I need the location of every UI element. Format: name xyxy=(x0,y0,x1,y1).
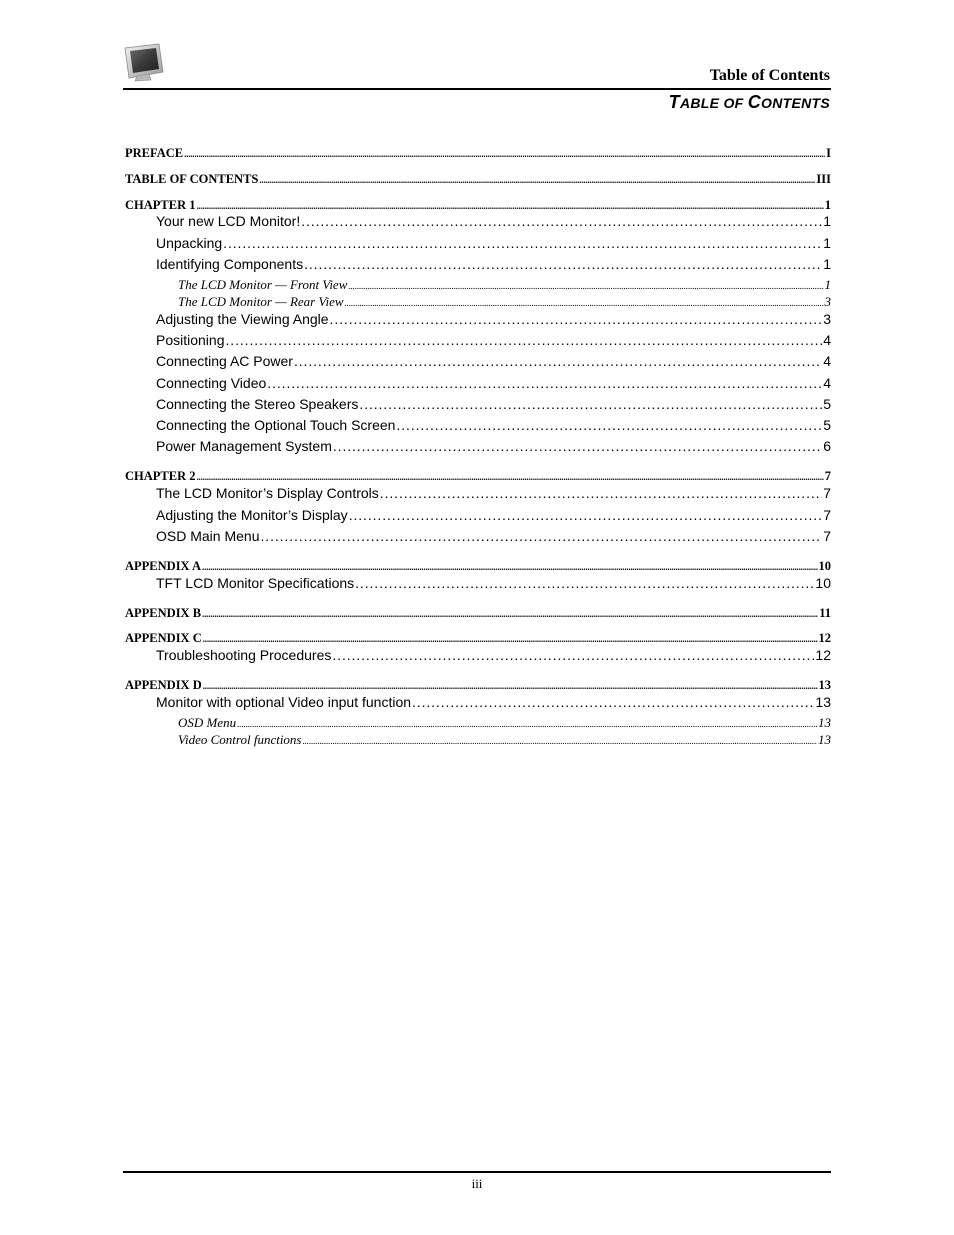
toc-entry-page: 4 xyxy=(823,332,831,348)
toc-entry-page: 1 xyxy=(824,277,831,292)
toc-leader xyxy=(184,146,825,161)
toc-entry-identifying-components[interactable] xyxy=(125,256,831,272)
toc-entry-video-input-function[interactable] xyxy=(125,694,831,710)
toc-leader xyxy=(396,417,822,433)
toc-entry-page: 3 xyxy=(824,294,831,309)
toc-entry-your-new-lcd-monitor[interactable] xyxy=(125,213,831,229)
toc-entry-page: 1 xyxy=(824,198,831,212)
toc-entry-label: Positioning xyxy=(156,332,225,348)
header-rule xyxy=(123,88,831,90)
toc-leader xyxy=(203,678,818,693)
running-header-title: Table of Contents xyxy=(709,67,830,84)
toc-entry-table-of-contents[interactable] xyxy=(125,172,831,187)
toc-entry-stereo-speakers[interactable] xyxy=(125,396,831,412)
toc-entry-page: 1 xyxy=(823,213,831,229)
toc-leader xyxy=(333,438,822,454)
toc-entry-label: Identifying Components xyxy=(156,256,304,272)
toc-leader xyxy=(267,375,822,391)
toc-entry-page: 4 xyxy=(823,353,831,369)
toc-entry-label: Troubleshooting Procedures xyxy=(156,647,332,663)
toc-entry-page: 13 xyxy=(818,732,831,747)
toc-entry-page: 3 xyxy=(823,311,831,327)
toc-leader xyxy=(332,647,814,663)
toc-entry-page: I xyxy=(826,146,831,160)
page-title xyxy=(669,92,830,113)
page-title-rest-2: ONTENTS xyxy=(761,95,830,111)
toc-entry-page: 13 xyxy=(818,678,831,692)
toc-entry-page: 12 xyxy=(815,647,831,663)
toc-entry-label: APPENDIX A xyxy=(125,559,202,573)
toc-leader xyxy=(355,575,814,591)
toc-entry-label: The LCD Monitor — Front View xyxy=(178,277,348,292)
toc-leader xyxy=(259,172,815,187)
toc-entry-page: 13 xyxy=(818,715,831,730)
toc-entry-page: 4 xyxy=(823,375,831,391)
toc-leader xyxy=(349,507,823,523)
toc-leader xyxy=(260,528,822,544)
toc-entry-power-management[interactable] xyxy=(125,438,831,454)
toc-entry-page: 11 xyxy=(819,606,831,620)
toc-entry-label: APPENDIX C xyxy=(125,631,202,645)
toc-entry-display-controls[interactable] xyxy=(125,485,831,501)
toc-entry-page: 6 xyxy=(823,438,831,454)
toc-entry-touch-screen[interactable] xyxy=(125,417,831,433)
toc-leader xyxy=(223,235,822,251)
toc-entry-label: TFT LCD Monitor Specifications xyxy=(156,575,355,591)
page-title-cap-c: C xyxy=(747,92,761,112)
toc-leader xyxy=(412,694,814,710)
toc-entry-page: 7 xyxy=(823,528,831,544)
toc-entry-label: Monitor with optional Video input function xyxy=(156,694,412,710)
footer-rule xyxy=(123,1171,831,1173)
toc-entry-page: 7 xyxy=(823,507,831,523)
toc-entry-label: PREFACE xyxy=(125,146,184,160)
toc-entry-label: APPENDIX B xyxy=(125,606,202,620)
toc-entry-page: 10 xyxy=(815,575,831,591)
toc-entry-page: 5 xyxy=(823,417,831,433)
toc-entry-page: 1 xyxy=(823,235,831,251)
toc-entry-appendix-d[interactable] xyxy=(125,678,831,693)
toc-entry-label: Your new LCD Monitor! xyxy=(156,213,301,229)
toc-leader xyxy=(197,198,824,213)
toc-entry-appendix-a[interactable] xyxy=(125,559,831,574)
toc-entry-label: Adjusting the Viewing Angle xyxy=(156,311,329,327)
toc-leader xyxy=(345,294,824,310)
toc-entry-page: 7 xyxy=(824,469,831,483)
toc-leader xyxy=(237,715,817,731)
toc-entry-label: CHAPTER 1 xyxy=(125,198,196,212)
toc-entry-label: Unpacking xyxy=(156,235,223,251)
toc-entry-label: CHAPTER 2 xyxy=(125,469,196,483)
toc-leader xyxy=(202,606,818,621)
toc-leader xyxy=(380,485,822,501)
page-title-cap-t: T xyxy=(668,92,680,112)
toc-entry-front-view[interactable] xyxy=(125,277,831,293)
toc-entry-specifications[interactable] xyxy=(125,575,831,591)
toc-entry-label: The LCD Monitor — Rear View xyxy=(178,294,344,309)
toc-entry-label: Video Control functions xyxy=(178,732,302,747)
toc-leader xyxy=(226,332,823,348)
toc-leader xyxy=(303,732,818,748)
toc-entry-connecting-video[interactable] xyxy=(125,375,831,391)
toc-entry-page: 5 xyxy=(823,396,831,412)
toc-entry-preface[interactable] xyxy=(125,146,831,161)
page-title-rest-1: ABLE OF xyxy=(679,95,748,111)
toc-leader xyxy=(197,469,824,484)
toc-entry-label: Connecting the Stereo Speakers xyxy=(156,396,359,412)
toc-leader xyxy=(301,213,822,229)
toc-leader xyxy=(304,256,822,272)
toc-entry-page: 13 xyxy=(815,694,831,710)
toc-entry-label: APPENDIX D xyxy=(125,678,202,692)
toc-leader xyxy=(202,559,817,574)
toc-entry-appendix-b[interactable] xyxy=(125,606,831,621)
toc-entry-troubleshooting[interactable] xyxy=(125,647,831,663)
toc-entry-label: OSD Menu xyxy=(178,715,237,730)
toc-entry-connecting-ac-power[interactable] xyxy=(125,353,831,369)
toc-entry-positioning[interactable] xyxy=(125,332,831,348)
toc-entry-label: Power Management System xyxy=(156,438,332,454)
toc-entry-page: 10 xyxy=(818,559,831,573)
toc-entry-label: Connecting AC Power xyxy=(156,353,293,369)
toc-entry-adjusting-display[interactable] xyxy=(125,507,831,523)
toc-entry-page: III xyxy=(816,172,831,186)
toc-entry-osd-main-menu[interactable] xyxy=(125,528,831,544)
toc-entry-label: The LCD Monitor’s Display Controls xyxy=(156,485,379,501)
toc-entry-page: 12 xyxy=(818,631,831,645)
toc-entry-chapter-2[interactable] xyxy=(125,469,831,484)
toc-entry-label: TABLE OF CONTENTS xyxy=(125,172,259,186)
toc-entry-page: 1 xyxy=(823,256,831,272)
toc-leader xyxy=(294,353,822,369)
toc-leader xyxy=(359,396,822,412)
toc-entry-unpacking[interactable] xyxy=(125,235,831,251)
toc-entry-rear-view[interactable] xyxy=(125,294,831,310)
page-number: iii xyxy=(471,1176,483,1191)
toc-entry-label: Adjusting the Monitor’s Display xyxy=(156,507,348,523)
toc-entry-label: OSD Main Menu xyxy=(156,528,260,544)
toc-entry-appendix-c[interactable] xyxy=(125,631,831,646)
toc-entry-chapter-1[interactable] xyxy=(125,198,831,213)
toc-entry-label: Connecting Video xyxy=(156,375,267,391)
toc-entry-adjusting-viewing-angle[interactable] xyxy=(125,311,831,327)
lcd-monitor-icon xyxy=(123,42,165,82)
toc-entry-osd-menu[interactable] xyxy=(125,715,831,731)
toc-entry-page: 7 xyxy=(823,485,831,501)
toc-entry-label: Connecting the Optional Touch Screen xyxy=(156,417,396,433)
toc-entry-video-control-functions[interactable] xyxy=(125,732,831,748)
toc-leader xyxy=(203,631,818,646)
toc-leader xyxy=(330,311,823,327)
toc-leader xyxy=(348,277,823,293)
